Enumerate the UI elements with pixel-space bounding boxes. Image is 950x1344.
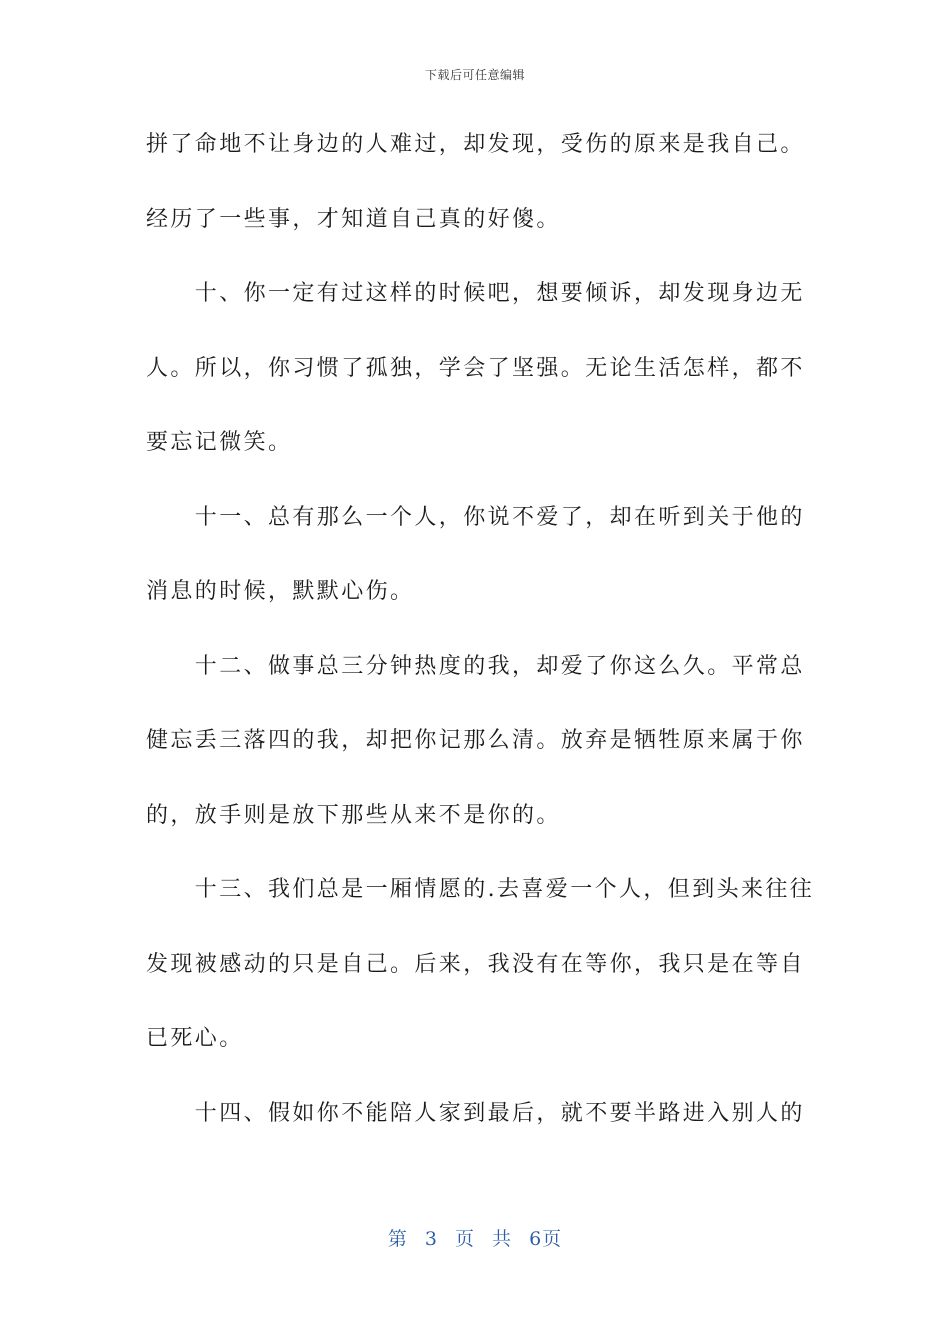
page-footer: 第 3 页 共 6页	[387, 1228, 563, 1250]
text-line: 健忘丢三落四的我，却把你记那么清。放弃是牺牲原来属于你	[146, 728, 805, 753]
text-line: 十一、总有那么一个人，你说不爱了，却在听到关于他的	[146, 504, 805, 530]
text-line: 十三、我们总是一厢情愿的.去喜爱一个人，但到头来往往	[146, 877, 815, 902]
text-line: 要忘记微笑。	[146, 430, 293, 455]
text-line: 人。所以，你习惯了孤独，学会了坚强。无论生活怎样，都不	[146, 355, 805, 381]
text-line: 经历了一些事，才知道自己真的好傻。	[146, 206, 561, 232]
text-line: 十四、假如你不能陪人家到最后，就不要半路进入别人的	[146, 1100, 805, 1126]
page-header: 下载后可任意编辑	[424, 68, 525, 82]
text-line: 十二、做事总三分钟热度的我，却爱了你这么久。平常总	[146, 653, 805, 679]
body-text	[146, 122, 815, 1165]
text-line: 已死心。	[146, 1026, 244, 1051]
text-line: 拼了命地不让身边的人难过，却发现，受伤的原来是我自己。	[146, 132, 805, 157]
text-line: 发现被感动的只是自己。后来，我没有在等你，我只是在等自	[146, 951, 805, 977]
text-line: 消息的时候，默默心伤。	[146, 579, 415, 604]
text-line: 十、你一定有过这样的时候吧，想要倾诉，却发现身边无	[146, 281, 805, 306]
text-line: 的，放手则是放下那些从来不是你的。	[146, 802, 561, 828]
